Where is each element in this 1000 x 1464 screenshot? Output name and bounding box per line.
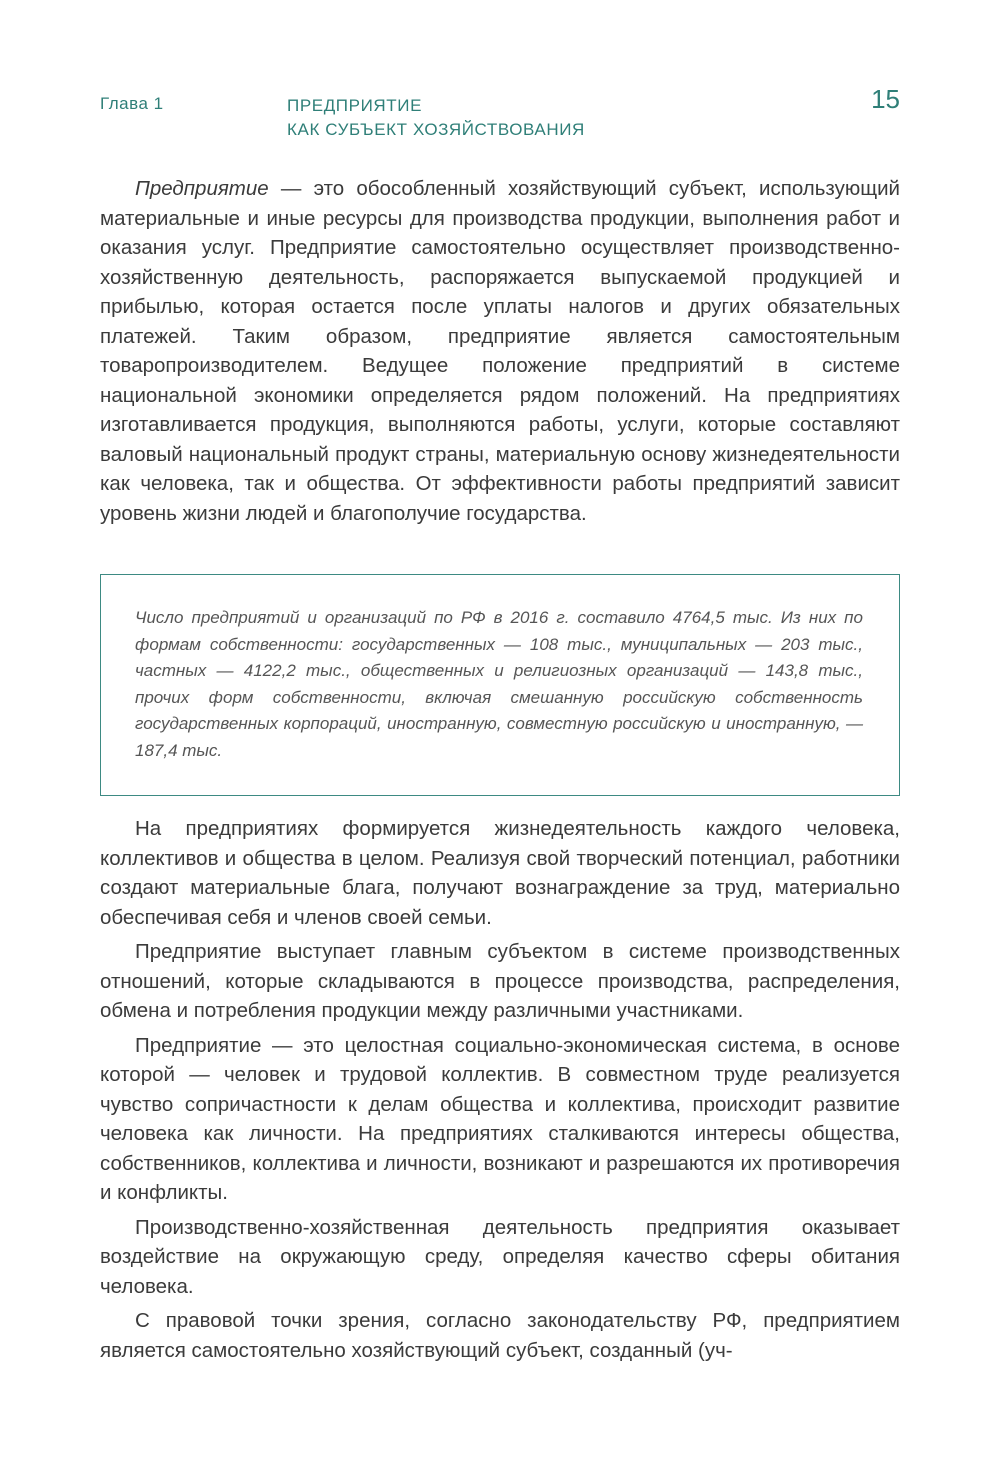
intro-term: Предприятие: [135, 177, 269, 200]
body-paragraph-2: Предприятие выступает главным субъектом в системе производственных отношений, которые складываются в процессе производства, распределения, обмена и потребления продукции между различными участниками.: [100, 940, 900, 1022]
page-header: [100, 84, 900, 142]
callout-text: Число предприятий и организаций по РФ в 2016 г. составило 4764,5 тыс. Из них по формам собственности: государственных — 108 тыс., муниципальных — 203 тыс., частных — 4122,2 тыс., общественных и религиозных организаций — 143,8 тыс., прочих форм собственности, включая смешанную российскую собственность государственных корпораций, иностранную, совместную российскую и иностранную, — 187,4 тыс.: [135, 608, 863, 760]
page-number: 15: [871, 84, 900, 114]
body-section: [100, 814, 900, 1365]
body-paragraph-4: Производственно-хозяйственная деятельность предприятия оказывает воздействие на окружающую среду, определяя качество сферы обитания человека.: [100, 1215, 900, 1298]
intro-section: [100, 174, 900, 528]
intro-paragraph: [100, 174, 900, 528]
intro-text: — это обособленный хозяйствующий субъект, использующий материальные и иные ресурсы для производства продукции, выполнения работ и оказания услуг. Предприятие самостоятельно осуществляет производственно-хозяйственную деятельность, распоряжается выпускаемой продукцией и прибылью, которая остается после уплаты налогов и других обязательных платежей. Таким образом, предприятие является самостоятельным товаропроизводителем. Ведущее положение предприятий в системе национальной экономики определяется рядом положений. На предприятиях изготавливается продукция, выполняются работы, услуги, которые составляют валовый национальный продукт страны, материальную основу жизнедеятельности как человека, так и общества. От эффективности работы предприятий зависит уровень жизни людей и благополучие государства.: [100, 177, 900, 525]
body-paragraph-3: Предприятие — это целостная социально-экономическая система, в основе которой — человек и трудовой коллектив. В совместном труде реализуется чувство сопричастности к делам общества и коллектива, происходит развитие человека как личности. На предприятиях сталкиваются интересы общества, собственников, коллектива и личности, возникают и разрешаются их противоречия и конфликты.: [100, 1033, 900, 1204]
statistics-callout-box: [100, 574, 900, 796]
chapter-label: Глава 1: [100, 94, 164, 113]
body-paragraph-5: С правовой точки зрения, согласно законодательству РФ, предприятием является самостоятельно хозяйствующий субъект, созданный (уч-: [100, 1309, 900, 1362]
chapter-title: [287, 94, 585, 142]
body-paragraph-1: На предприятиях формируется жизнедеятельность каждого человека, коллективов и общества в целом. Реализуя свой творческий потенциал, работники создают материальные блага, получают вознаграждение за труд, материально обеспечивая себя и членов своей семьи.: [100, 817, 900, 929]
chapter-title-line-2: КАК СУБЪЕКТ ХОЗЯЙСТВОВАНИЯ: [287, 120, 585, 139]
chapter-title-line-1: ПРЕДПРИЯТИЕ: [287, 96, 423, 115]
